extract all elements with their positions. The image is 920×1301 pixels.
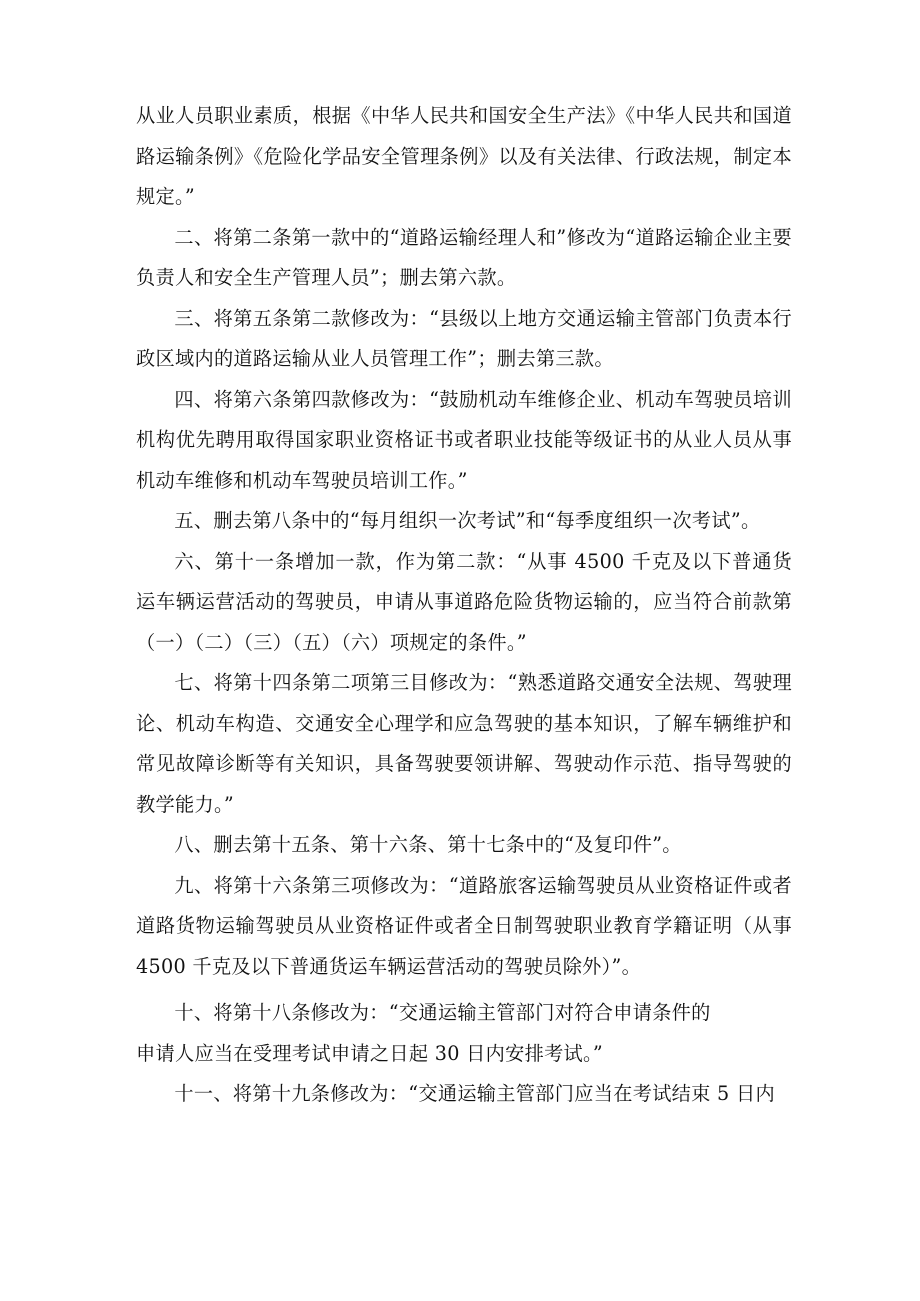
paragraph-9: 九、将第十六条第三项修改为：“道路旅客运输驾驶员从业资格证件或者道路货物运输驾驶员从业资格证件或者全日制驾驶职业教育学籍证明（从事 4500 千克及以下普通货运车辆运营活动的驾驶员除外）”。: [136, 873, 792, 978]
paragraph-3: 三、将第五条第二款修改为：“县级以上地方交通运输主管部门负责本行政区域内的道路运输从业人员管理工作”；删去第三款。: [136, 306, 792, 370]
paragraph-7: 七、将第十四条第二项第三目修改为：“熟悉道路交通安全法规、驾驶理论、机动车构造、交通安全心理学和应急驾驶的基本知识，了解车辆维护和常见故障诊断等有关知识，具备驾驶要领讲解、驾驶动作示范、指导驾驶的教学能力。”: [136, 671, 792, 816]
document-body: [136, 96, 792, 1115]
paragraph-4: 四、将第六条第四款修改为：“鼓励机动车维修企业、机动车驾驶员培训机构优先聘用取得国家职业资格证书或者职业技能等级证书的从业人员从事机动车维修和机动车驾驶员培训工作。”: [136, 387, 792, 492]
paragraph-8: 八、删去第十五条、第十六条、第十七条中的“及复印件”。: [174, 833, 682, 856]
paragraph-1-continuation: 从业人员职业素质，根据《中华人民共和国安全生产法》《中华人民共和国道路运输条例》《危险化学品安全管理条例》以及有关法律、行政法规，制定本规定。”: [136, 104, 792, 208]
paragraph-2: 二、将第二条第一款中的“道路运输经理人和”修改为“道路运输企业主要负责人和安全生产管理人员”；删去第六款。: [136, 225, 792, 289]
paragraph-10-line-2: 申请人应当在受理考试申请之日起 30 日内安排考试。”: [136, 1041, 604, 1065]
paragraph-11: 十一、将第十九条修改为：“交通运输主管部门应当在考试结束 5 日内: [174, 1082, 775, 1105]
paragraph-10: [136, 993, 792, 1074]
paragraph-10-line-1: 十、将第十八条修改为：“交通运输主管部门对符合申请条件的: [174, 1001, 711, 1024]
paragraph-6: 六、第十一条增加一款，作为第二款：“从事 4500 千克及以下普通货运车辆运营活动的驾驶员，申请从事道路危险货物运输的，应当符合前款第（一）（二）（三）（五）（六）项规定的条件。”: [136, 549, 792, 654]
paragraph-5: 五、删去第八条中的“每月组织一次考试”和“每季度组织一次考试”。: [174, 509, 761, 532]
